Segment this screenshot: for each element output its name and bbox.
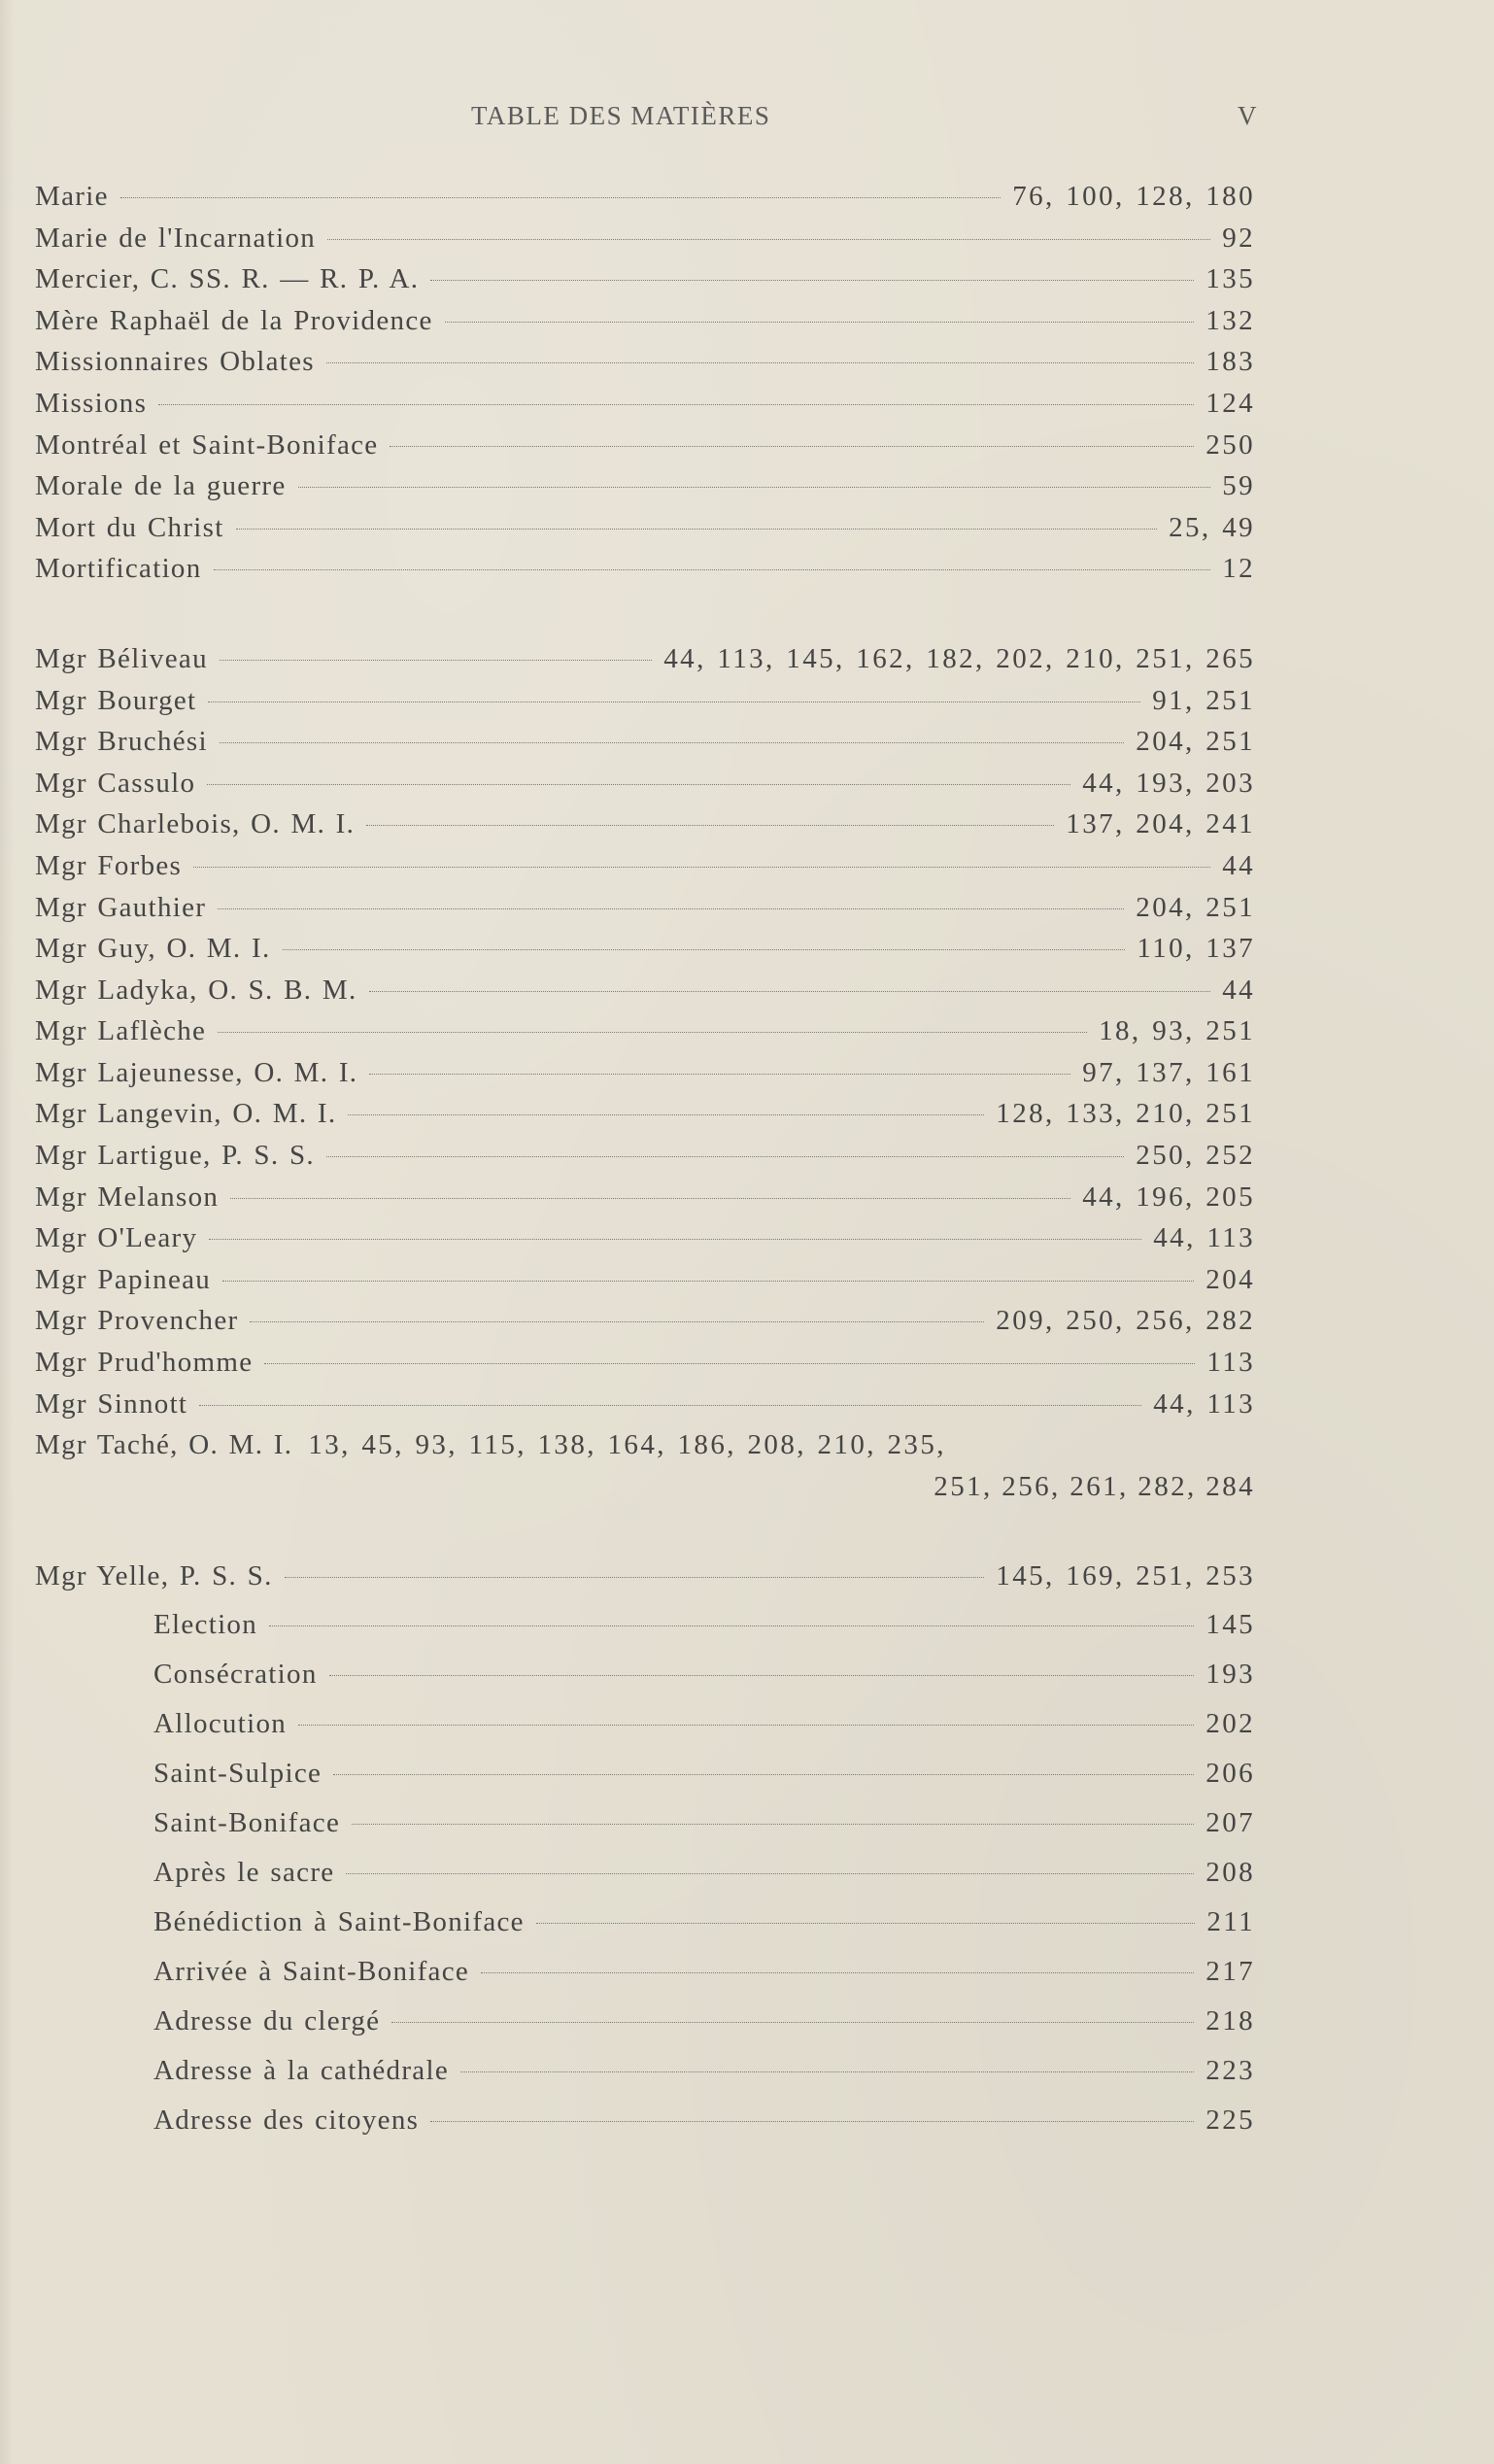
entry-pages: 76, 100, 128, 180	[1012, 181, 1255, 212]
entry-label: Mgr Prud'homme	[35, 1347, 254, 1379]
subentry-label: Adresse à la cathédrale	[153, 2055, 449, 2087]
entry-pages: 18, 93, 251	[1099, 1015, 1255, 1047]
subentry-pages: 217	[1205, 1956, 1255, 1988]
dot-leader	[158, 404, 1194, 405]
dot-leader	[220, 742, 1124, 743]
entry-label: Mgr O'Leary	[35, 1222, 198, 1254]
entry-pages: 132	[1205, 304, 1255, 336]
entry-label: Mgr Yelle, P. S. S.	[35, 1560, 273, 1592]
entry-pages: 204	[1205, 1263, 1255, 1295]
entry-pages: 113	[1206, 1347, 1255, 1379]
subentry-pages: 207	[1205, 1807, 1255, 1839]
subentry-label: Saint-Boniface	[153, 1807, 341, 1839]
entry-label: Mgr Lartigue, P. S. S.	[35, 1140, 315, 1172]
index-entry	[35, 643, 1255, 685]
subentry-pages: 202	[1205, 1708, 1255, 1740]
index-entry	[35, 388, 1255, 429]
page-number: V	[1238, 101, 1257, 130]
index-entry	[35, 1057, 1255, 1099]
entry-pages: 128, 133, 210, 251	[996, 1098, 1255, 1130]
index-subentry	[35, 1659, 1255, 1708]
dot-leader	[218, 908, 1124, 909]
entry-label: Mère Raphaël de la Providence	[35, 304, 433, 336]
index-subentry	[35, 1758, 1255, 1807]
group-spacer	[35, 1512, 1255, 1560]
index-entry	[35, 1264, 1255, 1306]
index-group-m	[35, 181, 1255, 595]
index-subentry	[35, 1857, 1255, 1906]
dot-leader	[366, 825, 1054, 826]
entry-label: Mgr Ladyka, O. S. B. M.	[35, 974, 357, 1006]
dot-leader	[348, 1114, 984, 1115]
subentry-label: Après le sacre	[153, 1857, 335, 1889]
dot-leader	[236, 529, 1157, 530]
index-entry	[35, 346, 1255, 388]
index-subentry	[35, 2105, 1255, 2154]
index-entry	[35, 726, 1255, 768]
entry-pages: 145, 169, 251, 253	[996, 1560, 1255, 1592]
dot-leader	[445, 322, 1195, 323]
dot-leader	[207, 784, 1070, 785]
index-entry	[35, 1098, 1255, 1140]
entry-pages: 110, 137	[1137, 933, 1255, 965]
index-subentry	[35, 1708, 1255, 1758]
entry-label: Mgr Cassulo	[35, 767, 196, 799]
entry-label: Missionnaires Oblates	[35, 346, 315, 378]
dot-leader	[214, 569, 1211, 570]
dot-leader	[250, 1321, 984, 1322]
subentry-label: Election	[153, 1609, 258, 1641]
dot-leader	[481, 1972, 1194, 1973]
entry-pages: 97, 137, 161	[1082, 1056, 1255, 1088]
index-entry	[35, 429, 1255, 471]
entry-pages: 44	[1222, 974, 1255, 1006]
entry-label: Mgr Bourget	[35, 684, 197, 716]
index-subentry	[35, 1807, 1255, 1857]
dot-leader	[333, 1774, 1194, 1775]
entry-pages: 12	[1222, 553, 1255, 585]
subentry-label: Allocution	[153, 1708, 288, 1740]
dot-leader	[193, 867, 1210, 868]
subentry-pages: 193	[1205, 1659, 1255, 1691]
dot-leader	[326, 1156, 1124, 1157]
entry-pages: 250, 252	[1136, 1140, 1255, 1172]
index-subentry	[35, 2055, 1255, 2105]
dot-leader	[390, 446, 1194, 447]
dot-leader	[369, 991, 1211, 992]
index-entry	[35, 1388, 1255, 1430]
entry-label: Marie de l'Incarnation	[35, 222, 317, 254]
entry-pages: 92	[1222, 222, 1255, 254]
index-subentry	[35, 2005, 1255, 2055]
entry-label: Mgr Béliveau	[35, 642, 208, 674]
entry-label: Mgr Papineau	[35, 1263, 212, 1295]
page-header	[0, 101, 1494, 140]
subentry-label: Bénédiction à Saint-Boniface	[153, 1906, 525, 1938]
entry-pages: 91, 251	[1152, 684, 1255, 716]
subentry-label: Arrivée à Saint-Boniface	[153, 1956, 470, 1988]
subentry-pages: 225	[1205, 2105, 1255, 2137]
entry-pages: 204, 251	[1136, 726, 1255, 758]
entry-label: Mgr Gauthier	[35, 891, 207, 923]
entry-pages: 44, 113	[1153, 1222, 1255, 1254]
index-entry	[35, 1222, 1255, 1264]
index-entry	[35, 263, 1255, 305]
entry-label: Mercier, C. SS. R. — R. P. A.	[35, 263, 420, 295]
entry-pages: 209, 250, 256, 282	[996, 1305, 1255, 1337]
index-entry	[35, 975, 1255, 1016]
entry-label: Mgr Forbes	[35, 849, 183, 881]
dot-leader	[298, 487, 1211, 488]
dot-leader	[220, 660, 652, 661]
index-entry	[35, 808, 1255, 850]
index-subentry	[35, 1956, 1255, 2005]
entry-label: Marie	[35, 181, 109, 212]
entry-label: Mgr Charlebois, O. M. I.	[35, 808, 356, 840]
dot-leader	[327, 239, 1210, 240]
entry-label: Morale de la guerre	[35, 470, 287, 502]
entry-label: Mgr Laflèche	[35, 1015, 207, 1047]
index-entry	[35, 1305, 1255, 1347]
dot-leader	[326, 362, 1194, 363]
index-entry	[35, 1347, 1255, 1388]
subentry-label: Saint-Sulpice	[153, 1758, 323, 1790]
index-entry	[35, 1015, 1255, 1057]
entry-label: Mgr Bruchési	[35, 726, 208, 758]
entry-pages: 44, 193, 203	[1082, 767, 1255, 799]
entry-pages: 44, 113, 145, 162, 182, 202, 210, 251, 265	[663, 642, 1255, 674]
subentry-pages: 218	[1205, 2005, 1255, 2037]
entry-label: Mgr Taché, O. M. I.	[35, 1429, 293, 1461]
index-content	[35, 181, 1255, 2154]
subentry-pages: 223	[1205, 2055, 1255, 2087]
index-entry	[35, 553, 1255, 595]
index-entry	[35, 850, 1255, 892]
entry-pages-continuation: 251, 256, 261, 282, 284	[934, 1470, 1255, 1502]
entry-pages: 183	[1205, 346, 1255, 378]
entry-pages: 44	[1222, 849, 1255, 881]
subentry-pages: 145	[1205, 1609, 1255, 1641]
index-entry	[35, 512, 1255, 554]
entry-label: Mgr Lajeunesse, O. M. I.	[35, 1056, 358, 1088]
dot-leader	[285, 1577, 985, 1578]
dot-leader	[199, 1405, 1141, 1406]
entry-pages: 204, 251	[1136, 891, 1255, 923]
entry-label: Mort du Christ	[35, 511, 224, 543]
dot-leader	[230, 1198, 1070, 1199]
subentry-pages: 211	[1206, 1906, 1255, 1938]
dot-leader	[329, 1675, 1195, 1676]
dot-leader	[209, 1239, 1141, 1240]
entry-label: Montréal et Saint-Boniface	[35, 428, 379, 461]
dot-leader	[298, 1725, 1194, 1726]
entry-pages: 135	[1205, 263, 1255, 295]
dot-leader	[352, 1824, 1194, 1825]
entry-label: Missions	[35, 387, 148, 419]
entry-label: Mgr Langevin, O. M. I.	[35, 1098, 337, 1130]
entry-label: Mgr Provencher	[35, 1305, 239, 1337]
index-entry	[35, 768, 1255, 809]
index-group-mgr	[35, 643, 1255, 1512]
dot-leader	[264, 1363, 1195, 1364]
index-entry	[35, 685, 1255, 727]
entry-pages: 59	[1222, 470, 1255, 502]
entry-label: Mgr Sinnott	[35, 1387, 188, 1420]
index-entry	[35, 470, 1255, 512]
index-entry	[35, 305, 1255, 347]
index-entry-tache	[35, 1429, 1255, 1471]
dot-leader	[120, 197, 1001, 198]
page-edge-shadow	[0, 0, 14, 2464]
entry-pages: 250	[1205, 428, 1255, 461]
index-entry-yelle	[35, 1560, 1255, 1609]
dot-leader	[460, 2071, 1194, 2072]
dot-leader	[222, 1281, 1194, 1282]
dot-leader	[430, 280, 1194, 281]
dot-leader	[346, 1873, 1194, 1874]
index-entry	[35, 933, 1255, 975]
entry-label: Mgr Melanson	[35, 1181, 220, 1213]
running-title: TABLE DES MATIÈRES	[471, 101, 771, 130]
entry-label: Mgr Guy, O. M. I.	[35, 933, 271, 965]
index-entry	[35, 181, 1255, 222]
dot-leader	[369, 1074, 1070, 1075]
entry-label: Mortification	[35, 553, 202, 585]
index-entry	[35, 222, 1255, 264]
entry-pages: 25, 49	[1169, 511, 1255, 543]
index-entry	[35, 892, 1255, 934]
index-entry	[35, 1140, 1255, 1181]
dot-leader	[391, 2022, 1194, 2023]
entry-pages: 44, 196, 205	[1082, 1181, 1255, 1213]
index-subentry	[35, 1906, 1255, 1956]
group-spacer	[35, 595, 1255, 643]
subentry-pages: 206	[1205, 1758, 1255, 1790]
index-entry	[35, 1181, 1255, 1223]
entry-pages: 13, 45, 93, 115, 138, 164, 186, 208, 210, 235,	[308, 1429, 946, 1461]
index-subentry	[35, 1609, 1255, 1659]
subentry-label: Adresse des citoyens	[153, 2105, 420, 2137]
dot-leader	[283, 949, 1126, 950]
entry-pages: 44, 113	[1153, 1387, 1255, 1420]
subentry-label: Adresse du clergé	[153, 2005, 381, 2037]
index-group-yelle	[35, 1560, 1255, 2154]
dot-leader	[218, 1032, 1087, 1033]
entry-pages: 124	[1205, 387, 1255, 419]
subentry-pages: 208	[1205, 1857, 1255, 1889]
dot-leader	[430, 2121, 1194, 2122]
entry-pages: 137, 204, 241	[1066, 808, 1255, 840]
dot-leader	[536, 1923, 1196, 1924]
subentry-label: Consécration	[153, 1659, 318, 1691]
